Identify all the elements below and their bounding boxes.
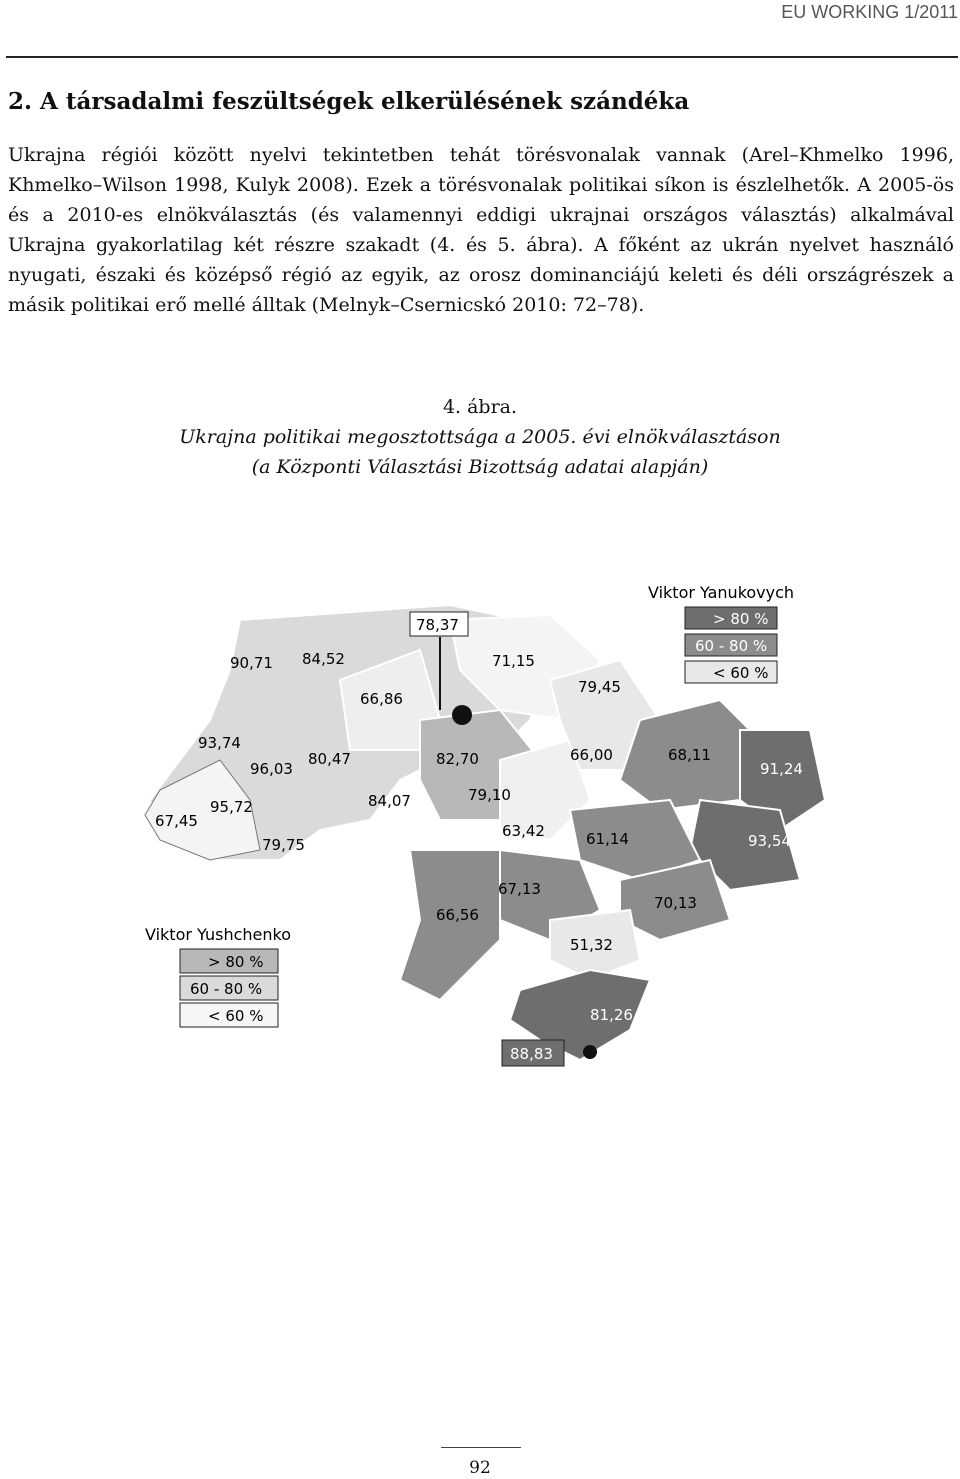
region-label: 91,24	[760, 760, 803, 778]
header-rule	[6, 56, 958, 58]
region-label: 84,52	[302, 650, 345, 668]
region-label: 81,26	[590, 1006, 633, 1024]
region-label: 93,74	[198, 734, 241, 752]
region-label: 66,56	[436, 906, 479, 924]
section-title: 2. A társadalmi feszültségek elkerülésének szándéka	[8, 88, 690, 115]
legend-item: < 60 %	[208, 1007, 264, 1025]
region-label: 63,42	[502, 822, 545, 840]
region-label: 78,37	[416, 616, 459, 634]
region-label: 90,71	[230, 654, 273, 672]
region-label: 79,10	[468, 786, 511, 804]
region-odesa	[400, 850, 500, 1000]
region-label: 88,83	[510, 1045, 553, 1063]
kyiv-marker	[452, 705, 472, 725]
running-header: EU WORKING 1/2011	[781, 2, 958, 22]
figure-source: (a Központi Választási Bizottság adatai alapján)	[251, 456, 709, 478]
region-label: 95,72	[210, 798, 253, 816]
region-label: 51,32	[570, 936, 613, 954]
region-label: 82,70	[436, 750, 479, 768]
sevastopol-marker	[583, 1045, 597, 1059]
region-label: 66,00	[570, 746, 613, 764]
region-label: 61,14	[586, 830, 629, 848]
ukraine-election-map	[120, 560, 840, 1090]
figure-number: 4. ábra.	[442, 396, 518, 418]
region-label: 84,07	[368, 792, 411, 810]
legend-item: < 60 %	[713, 664, 769, 682]
legend-yushchenko-title: Viktor Yushchenko	[145, 925, 291, 944]
legend-item: 60 - 80 %	[190, 980, 263, 998]
region-label: 67,13	[498, 880, 541, 898]
legend-item: 60 - 80 %	[695, 637, 768, 655]
region-label: 70,13	[654, 894, 697, 912]
legend-yanukovych-title: Viktor Yanukovych	[648, 583, 795, 602]
legend-item: > 80 %	[713, 610, 769, 628]
region-label: 79,75	[262, 836, 305, 854]
figure-title: Ukrajna politikai megosztottsága a 2005. évi elnökválasztáson	[179, 426, 781, 448]
body-paragraph: Ukrajna régiói között nyelvi tekintetben tehát törésvonalak vannak (Arel–Khmelko 1996, Khmelko–Wilson 1998, Kulyk 2008). Ezek a törésvonalak politikai síkon is észlelhetők. A 2005-ös és a 2010-es elnökválasztás (és valamennyi eddigi ukrajnai országos választás) alkalmával Ukrajna gyakorlatilag két részre szakadt (4. és 5. ábra). A főként az ukrán nyelvet használó nyugati, északi és középső régió az egyik, az orosz dominanciájú keleti és déli országrészek a másik politikai erő mellé álltak (Melnyk–Csernicskó 2010: 72–78).	[8, 144, 954, 316]
footer-rule	[441, 1447, 521, 1448]
region-label: 79,45	[578, 678, 621, 696]
region-label: 66,86	[360, 690, 403, 708]
region-label: 71,15	[492, 652, 535, 670]
page-number: 92	[469, 1458, 491, 1478]
region-label: 68,11	[668, 746, 711, 764]
region-label: 67,45	[155, 812, 198, 830]
region-label: 93,54	[748, 832, 791, 850]
region-label: 80,47	[308, 750, 351, 768]
region-label: 96,03	[250, 760, 293, 778]
legend-item: > 80 %	[208, 953, 264, 971]
